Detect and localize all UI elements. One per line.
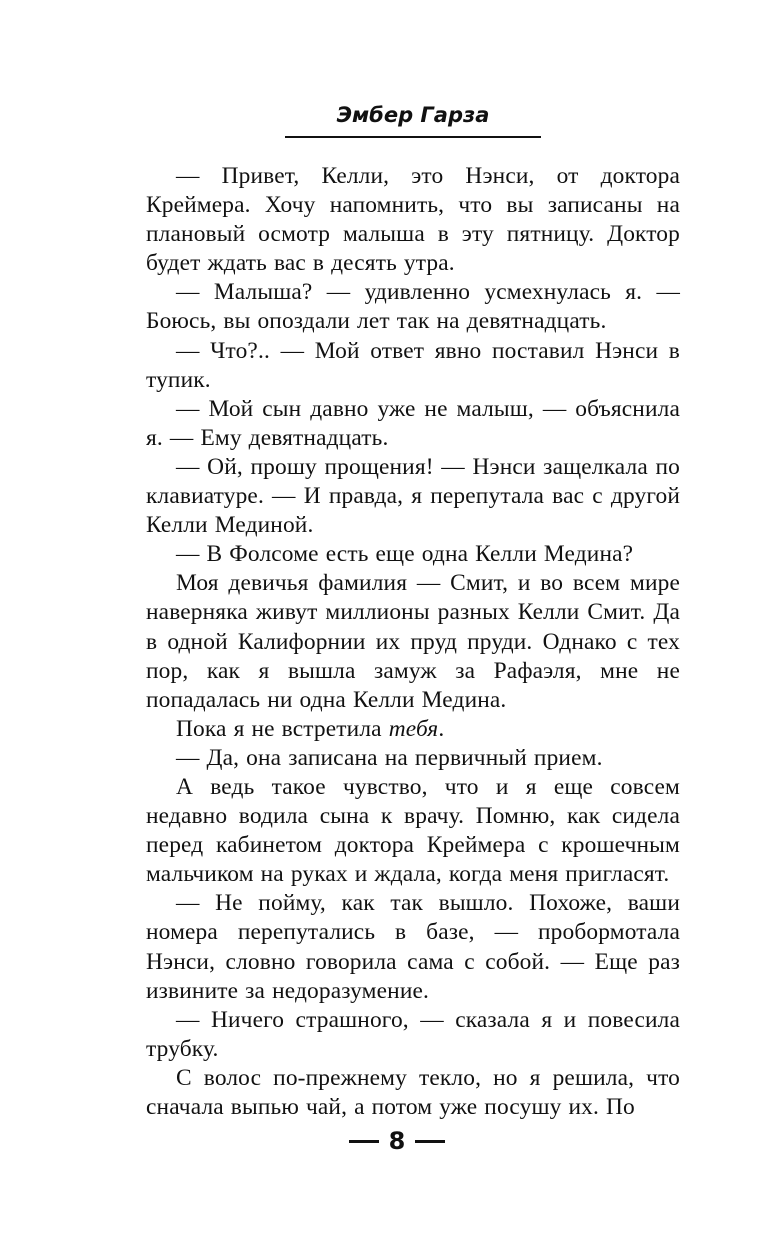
header-rule <box>285 136 541 138</box>
paragraph: — Малыша? — удивленно усмехнулась я. — Боюсь, вы опоздали лет так на девятнадцать. <box>146 279 680 335</box>
folio-dash-right <box>415 1140 445 1143</box>
paragraph: — Ой, прошу прощения! — Нэнси защелкала по клавиатуре. — И правда, я перепутала вас с другой Келли Мединой. <box>146 453 680 539</box>
paragraph: — Привет, Келли, это Нэнси, от доктора Креймера. Хочу напомнить, что вы записаны на плановый осмотр малыша в эту пятницу. Доктор будет ждать вас в десять утра. <box>146 163 680 277</box>
page-folio <box>334 1124 460 1158</box>
paragraph-text: . <box>438 715 445 742</box>
paragraph: — Да, она записана на первичный прием. <box>176 744 603 771</box>
folio-dash-left <box>349 1140 379 1143</box>
paragraph-with-emphasis <box>146 715 680 744</box>
paragraph: Моя девичья фамилия — Смит, и во всем мире наверняка живут миллионы разных Келли Смит. Да в одной Калифорнии их пруд пруди. Однако с тех пор, как я вышла замуж за Рафаэля, мне не попадалась ни одна Келли Медина. <box>146 570 680 713</box>
page-number: 8 <box>388 1127 406 1155</box>
paragraph-text: Пока я не встретила <box>176 715 389 742</box>
emphasized-word: тебя <box>388 715 439 742</box>
paragraph: — В Фолсоме есть еще одна Келли Медина? <box>176 541 634 568</box>
paragraph: С волос по-прежнему текло, но я решила, что сначала выпью чай, а потом уже посушу их. По <box>146 1064 680 1120</box>
paragraph: — Не пойму, как так вышло. Похоже, ваши номера перепутались в базе, — пробормотала Нэнси, словно говорила сама с собой. — Еще раз извините за недоразумение. <box>146 890 680 1004</box>
running-header-author: Эмбер Гарза <box>336 103 490 127</box>
paragraph: — Ничего страшного, — сказала я и повесила трубку. <box>146 1006 680 1062</box>
paragraph: — Что?.. — Мой ответ явно поставил Нэнси в тупик. <box>146 337 680 393</box>
paragraph: — Мой сын давно уже не малыш, — объяснила я. — Ему девятнадцать. <box>146 395 680 451</box>
body-text <box>146 162 680 1122</box>
paragraph: А ведь такое чувство, что и я еще совсем недавно водила сына к врачу. Помню, как сидела перед кабинетом доктора Креймера с крошечным мальчиком на руках и ждала, когда меня пригласят. <box>146 773 680 888</box>
